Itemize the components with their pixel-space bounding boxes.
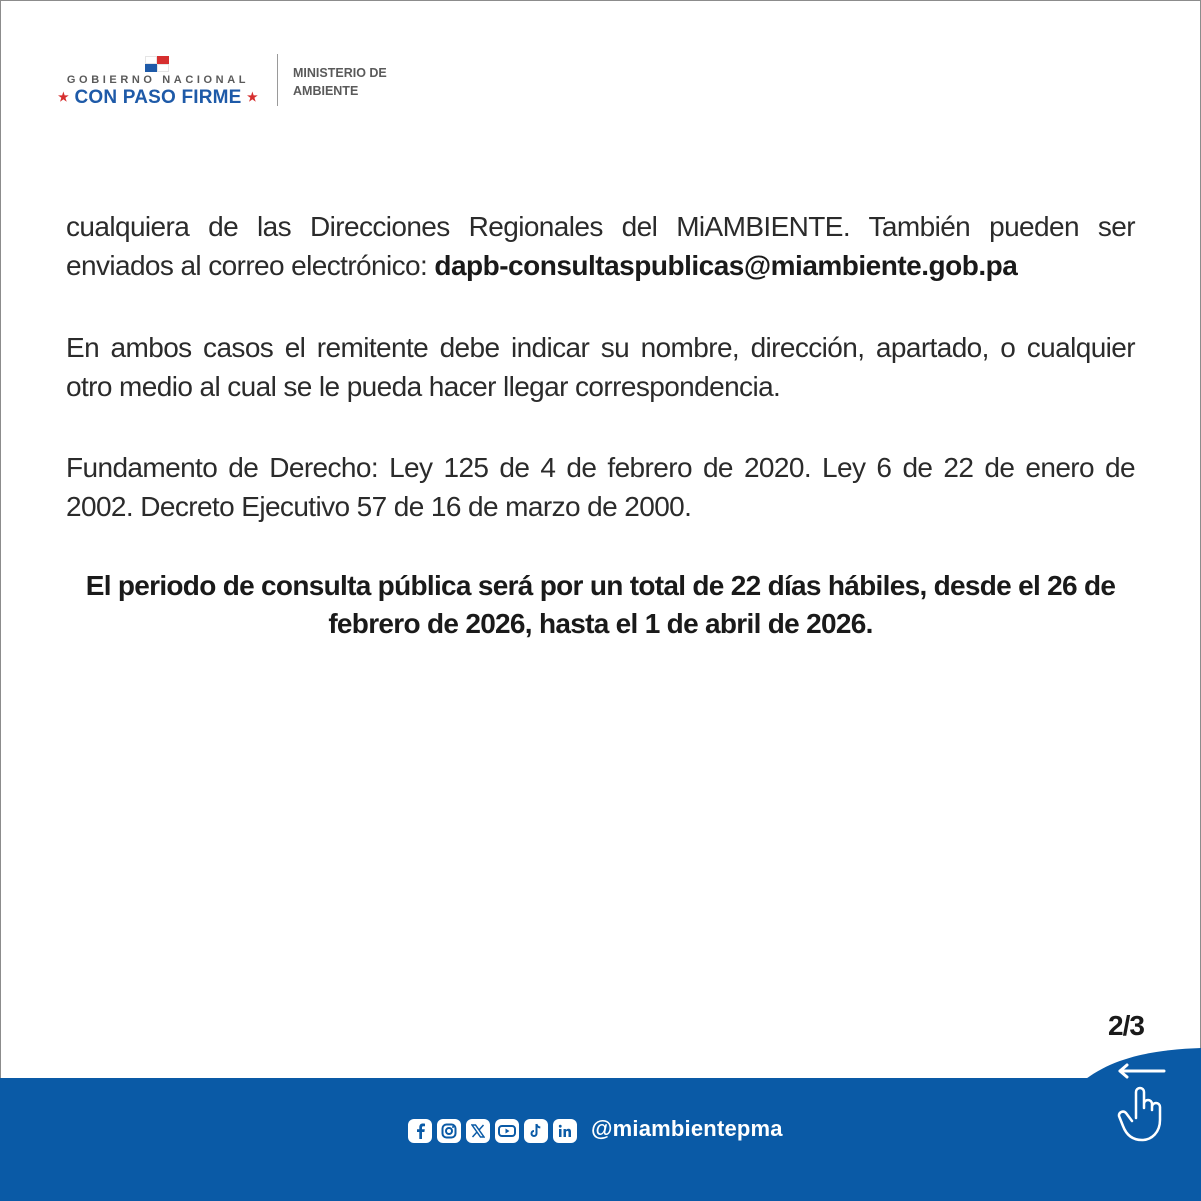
panama-flag-icon (145, 56, 169, 72)
gobierno-nacional-logo (48, 54, 268, 114)
gov-line1: GOBIERNO NACIONAL (66, 74, 250, 86)
social-icons (408, 1119, 577, 1145)
ministry-logo (293, 64, 387, 100)
gov-line2-wrapper (48, 87, 268, 109)
header-divider (277, 54, 278, 106)
ministry-line1: MINISTERIO DE (293, 66, 387, 80)
swipe-hand-icon (1112, 1062, 1172, 1146)
consultation-period-notice (60, 567, 1141, 643)
star-icon: ★ (57, 90, 69, 104)
x-icon[interactable] (466, 1119, 490, 1143)
gov-line2: CON PASO FIRME (74, 87, 242, 108)
star-icon: ★ (247, 90, 259, 104)
email-address: dapb-consultaspublicas@miambiente.gob.pa (434, 250, 1018, 281)
paragraph-email (66, 207, 1135, 285)
paragraph-remitente: En ambos casos el remitente debe indicar su nombre, dirección, apartado, o cualquier otro medio al cual se le pueda hacer llegar correspondencia. (66, 332, 1135, 402)
paragraph-email-text: cualquiera de las Direcciones Regionales del MiAMBIENTE. También pueden ser enviados al correo electrónico: (66, 211, 1135, 281)
paragraph-fundamento: Fundamento de Derecho: Ley 125 de 4 de febrero de 2020. Ley 6 de 22 de enero de 2002. Decreto Ejecutivo 57 de 16 de marzo de 2000. (66, 452, 1135, 522)
ministry-line2: AMBIENTE (293, 84, 359, 98)
highlight-line1: El periodo de consulta pública será por un total de 22 días hábiles, desde el 26 de (85, 570, 1116, 601)
highlight-line2: febrero de 2026, hasta el 1 de abril de 2026. (328, 608, 873, 639)
tiktok-icon[interactable] (524, 1119, 548, 1143)
youtube-icon[interactable] (495, 1119, 519, 1143)
social-handle[interactable]: @miambientepma (591, 1116, 783, 1141)
page-indicator: 2/3 (1108, 1010, 1144, 1041)
facebook-icon[interactable] (408, 1119, 432, 1143)
linkedin-icon[interactable] (553, 1119, 577, 1143)
instagram-icon[interactable] (437, 1119, 461, 1143)
